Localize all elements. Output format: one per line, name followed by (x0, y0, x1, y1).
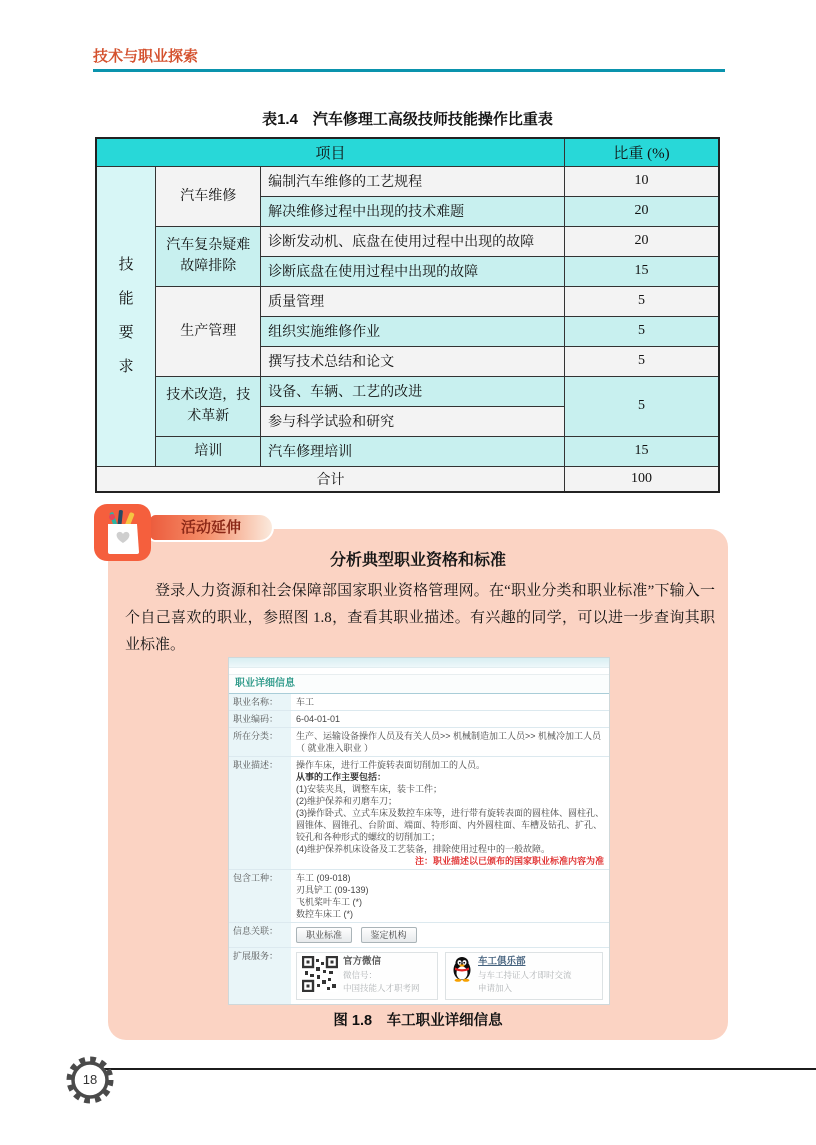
field-value: 车工 (291, 694, 609, 710)
activity-paragraph: 登录人力资源和社会保障部国家职业资格管理网。在“职业分类和职业标准”下输入一个自己喜欢的职业，参照图 1.8，查看其职业描述。有兴趣的同学，可以进一步查询其职业标准。 (125, 583, 715, 653)
table-cell-weight: 20 (565, 226, 719, 256)
column-header-item: 项目 (96, 138, 565, 166)
appraisal-agency-button[interactable]: 鉴定机构 (361, 927, 417, 943)
wechat-site-line: 中国技能人才职考网 (343, 983, 420, 993)
table-cell-detail: 解决维修过程中出现的技术难题 (261, 196, 565, 226)
table-cell-detail: 编制汽车维修的工艺规程 (261, 166, 565, 196)
table-cell-category: 技术改造，技术革新 (156, 376, 261, 436)
column-header-weight: 比重 (%) (565, 138, 719, 166)
table-cell-weight: 5 (565, 286, 719, 316)
wechat-title: 官方微信 (343, 956, 382, 967)
table-row (96, 166, 719, 196)
wechat-service-box (296, 952, 438, 1000)
field-value: 6-04-01-01 (291, 711, 609, 727)
table-cell-weight: 5 (565, 316, 719, 346)
field-label: 扩展服务： (229, 948, 291, 1004)
type-item: 飞机桨叶车工 (*) (296, 897, 362, 907)
webpage-row-code (229, 711, 609, 728)
table-cell-weight: 5 (565, 376, 719, 436)
qq-penguin-icon (451, 956, 473, 982)
webpage-row-classification (229, 728, 609, 757)
field-value (291, 870, 609, 922)
webpage-top-bar (229, 658, 609, 668)
table-total-label: 合计 (96, 466, 565, 492)
qq-club-desc: 与车工持证人才即时交流 (478, 970, 572, 980)
table-cell-category: 生产管理 (156, 286, 261, 376)
table-cell-weight: 20 (565, 196, 719, 226)
running-head-rule (93, 69, 725, 72)
webpage-screenshot (228, 657, 610, 1005)
table-total-value: 100 (565, 466, 719, 492)
field-value (291, 923, 609, 947)
skill-weight-table (95, 137, 720, 493)
table-cell-detail: 设备、车辆、工艺的改进 (261, 376, 565, 406)
table-cell-detail: 汽车修理培训 (261, 436, 565, 466)
field-value (291, 948, 609, 1004)
webpage-row-name (229, 694, 609, 711)
qq-club-box (445, 952, 603, 1000)
field-label: 所在分类： (229, 728, 291, 756)
table-header-row (96, 138, 719, 166)
table-cell-weight: 15 (565, 256, 719, 286)
field-label: 职业名称： (229, 694, 291, 710)
activity-badge: 活动延伸 (148, 513, 274, 542)
table-cell-detail: 参与科学试验和研究 (261, 406, 565, 436)
figure-caption: 图 1.8 车工职业详细信息 (333, 1013, 503, 1029)
table-cell-category: 汽车维修 (156, 166, 261, 226)
field-value (291, 757, 609, 869)
description-item: (4)维护保养机床设备及工艺装备，排除使用过程中的一般故障。 (296, 844, 551, 854)
description-item: (3)操作卧式、立式车床及数控车床等，进行带有旋转表面的圆柱体、圆柱孔、圆锥体、圆锥孔、台阶面、端面、特形面、内外圆柱面、车槽及钻孔、扩孔、铰孔和各种形式的螺纹的切削加工； (296, 808, 605, 842)
qq-club-link[interactable]: 车工俱乐部 (478, 956, 526, 967)
wechat-account-line: 微信号： (343, 970, 378, 980)
webpage-row-types (229, 870, 609, 923)
table-cell-detail: 组织实施维修作业 (261, 316, 565, 346)
side-label: 技能要求 (118, 257, 134, 375)
qr-code-icon (302, 956, 338, 992)
type-item: 刃具铲工 (09-139) (296, 885, 369, 895)
webpage-row-description (229, 757, 609, 870)
table-title: 表1.4 汽车修理工高级技师技能操作比重表 (262, 111, 553, 128)
webpage-row-services (229, 948, 609, 1005)
webpage-white-strip (229, 668, 609, 675)
table-cell-detail: 诊断底盘在使用过程中出现的故障 (261, 256, 565, 286)
page-number: 18 (82, 1072, 98, 1087)
activity-title: 分析典型职业资格和标准 (329, 552, 506, 569)
table-cell-detail: 诊断发动机、底盘在使用过程中出现的故障 (261, 226, 565, 256)
description-subtitle: 从事的工作主要包括： (296, 772, 387, 782)
table-total-row (96, 466, 719, 492)
table-row (96, 286, 719, 316)
table-cell-weight: 5 (565, 346, 719, 376)
footer-rule (100, 1068, 816, 1070)
table-cell-weight: 10 (565, 166, 719, 196)
field-value: 生产、运输设备操作人员及有关人员>> 机械制造加工人员>> 机械冷加工人员 （ 就业准入职业 ） (291, 728, 609, 756)
qq-club-join: 申请加入 (478, 983, 513, 993)
table-row (96, 436, 719, 466)
table-row (96, 376, 719, 406)
table-cell-detail: 撰写技术总结和论文 (261, 346, 565, 376)
occupation-standard-button[interactable]: 职业标准 (296, 927, 352, 943)
activity-bag-icon (94, 504, 151, 561)
field-label: 职业编码： (229, 711, 291, 727)
webpage-section-header: 职业详细信息 (229, 675, 609, 694)
webpage-row-relation (229, 923, 609, 948)
field-label: 包含工种： (229, 870, 291, 922)
type-item: 车工 (09-018) (296, 873, 351, 883)
table-cell-category: 培训 (156, 436, 261, 466)
table-side-label-cell (96, 166, 156, 466)
table-cell-detail: 质量管理 (261, 286, 565, 316)
description-note: 注：职业描述以已颁布的国家职业标准内容为准 (414, 856, 604, 866)
running-head: 技术与职业探索 (93, 48, 199, 65)
description-item: (2)维护保养和刃磨车刀； (296, 796, 398, 806)
description-intro: 操作车床，进行工件旋转表面切削加工的人员。 (296, 760, 486, 770)
table-row (96, 226, 719, 256)
field-label: 职业描述： (229, 757, 291, 869)
type-item: 数控车床工 (*) (296, 909, 353, 919)
description-item: (1)安装夹具，调整车床，装卡工件； (296, 784, 443, 794)
table-cell-category: 汽车复杂疑难故障排除 (156, 226, 261, 286)
field-label: 信息关联： (229, 923, 291, 947)
table-cell-weight: 15 (565, 436, 719, 466)
